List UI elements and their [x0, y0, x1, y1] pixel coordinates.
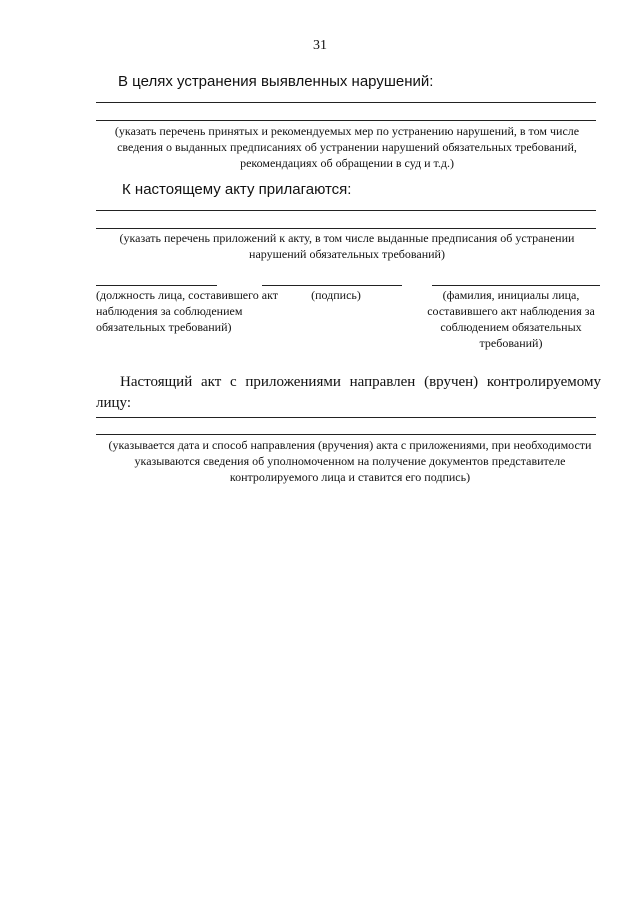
- attachments-hint: (указать перечень приложений к акту, в том числе выданные предписания об устранении нарушений обязательных требований): [119, 231, 575, 261]
- delivery-hint: (указывается дата и способ направления (вручения) акта с приложениями, при необходимости указываются сведения об уполномоченном на получение документов представителе контролируемого лица и ставится его подпись): [108, 438, 592, 484]
- measures-hint: (указать перечень принятых и рекомендуемых мер по устранению нарушений, в том числе сведения о выданных предписаниях об устранении нарушений обязательных требований, рекомендациях об обращении в суд и т.д.): [114, 124, 580, 170]
- delivery-statement-line-2: лицу:: [96, 395, 132, 411]
- position-caption: (должность лица, составившего акт наблюдения за соблюдением обязательных требований): [96, 288, 278, 334]
- signature-line[interactable]: [262, 285, 402, 286]
- measures-fill-line-1[interactable]: [96, 102, 596, 103]
- delivery-fill-line-1[interactable]: [96, 417, 596, 418]
- delivery-fill-line-2[interactable]: [96, 434, 596, 435]
- attachments-fill-line-1[interactable]: [96, 210, 596, 211]
- delivery-statement-line-1: Настоящий акт с приложениями направлен (вручен) контролируемому: [120, 374, 601, 390]
- delivery-statement: [96, 372, 601, 414]
- name-signature-line[interactable]: [432, 285, 600, 286]
- attachments-fill-line-2[interactable]: [96, 228, 596, 229]
- name-caption: (фамилия, инициалы лица, составившего акт наблюдения за соблюдением обязательных требований): [427, 288, 595, 350]
- signature-caption: (подпись): [311, 288, 361, 302]
- position-signature-line[interactable]: [96, 285, 217, 286]
- measures-heading: В целях устранения выявленных нарушений:: [118, 73, 434, 90]
- measures-fill-line-2[interactable]: [96, 120, 596, 121]
- page-number: 31: [313, 38, 327, 53]
- attachments-heading: К настоящему акту прилагаются:: [122, 181, 352, 198]
